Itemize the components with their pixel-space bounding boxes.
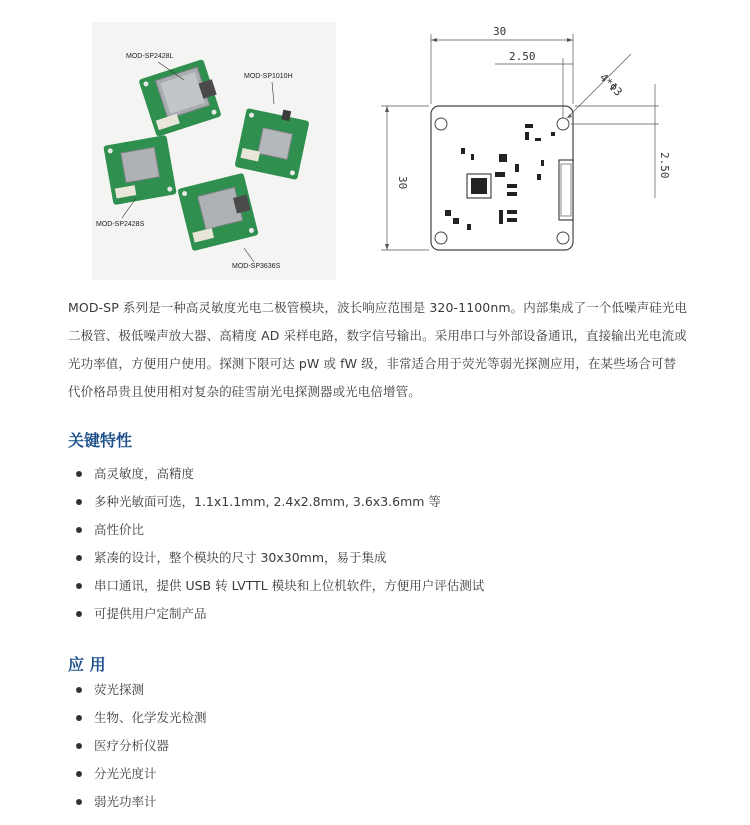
module-sp2428s (103, 135, 176, 205)
bullet-icon (76, 687, 82, 693)
label-sp2428s: MOD-SP2428S (96, 221, 145, 228)
dim-height-30: 30 (396, 176, 409, 190)
bullet-icon (76, 583, 82, 589)
dim-width-30: 30 (493, 25, 507, 38)
dim-hole-offset-y: 2.50 (658, 152, 671, 179)
label-sp1010h: MOD-SP1010H (244, 73, 293, 80)
applications-list (76, 680, 207, 820)
bullet-icon (76, 499, 82, 505)
bullet-icon (76, 715, 82, 721)
bullet-icon (76, 527, 82, 533)
feature-item: 串口通讯，提供 USB 转 LVTTL 模块和上位机软件，方便用户评估测试 (76, 576, 484, 604)
feature-item: 紧凑的设计，整个模块的尺寸 30x30mm，易于集成 (76, 548, 484, 576)
features-heading: 关键特性 (68, 431, 133, 450)
bullet-icon (76, 611, 82, 617)
bullet-icon (76, 471, 82, 477)
application-item: 生物、化学发光检测 (76, 708, 207, 736)
product-photo (92, 22, 336, 280)
application-item: 医疗分析仪器 (76, 736, 207, 764)
pcb-outline (431, 106, 573, 250)
feature-item: 高灵敏度，高精度 (76, 464, 484, 492)
application-item: 分光光度计 (76, 764, 207, 792)
feature-item: 可提供用户定制产品 (76, 604, 484, 632)
dim-hole-callout: 4*Φ3 (596, 70, 625, 99)
applications-heading: 应 用 (68, 655, 106, 674)
bullet-icon (76, 555, 82, 561)
label-sp3636s: MOD-SP3636S (232, 263, 281, 270)
dim-hole-offset-x: 2.50 (509, 50, 536, 63)
label-sp2428l: MOD-SP2428L (126, 53, 174, 60)
feature-item: 高性价比 (76, 520, 484, 548)
application-item: 荧光探测 (76, 680, 207, 708)
application-item: 弱光功率计 (76, 792, 207, 820)
features-list (76, 464, 484, 632)
bullet-icon (76, 743, 82, 749)
dimension-drawing (375, 14, 675, 274)
feature-item: 多种光敏面可选，1.1x1.1mm, 2.4x2.8mm, 3.6x3.6mm 等 (76, 492, 484, 520)
bullet-icon (76, 771, 82, 777)
bullet-icon (76, 799, 82, 805)
intro-paragraph: MOD-SP 系列是一种高灵敏度光电二极管模块，波长响应范围是 320-1100nm。内部集成了一个低噪声硅光电二极管、极低噪声放大器、高精度 AD 采样电路，数字信号输出。采用串口与外部设备通讯，直接输出光电流或光功率值，方便用户使用。探测下限可达 pW 或 fW 级，非常适合用于荧光等弱光探测应用，在某些场合可替代价格昂贵且使用相对复杂的硅雪崩光电探测器或光电倍增管。 (68, 300, 688, 399)
